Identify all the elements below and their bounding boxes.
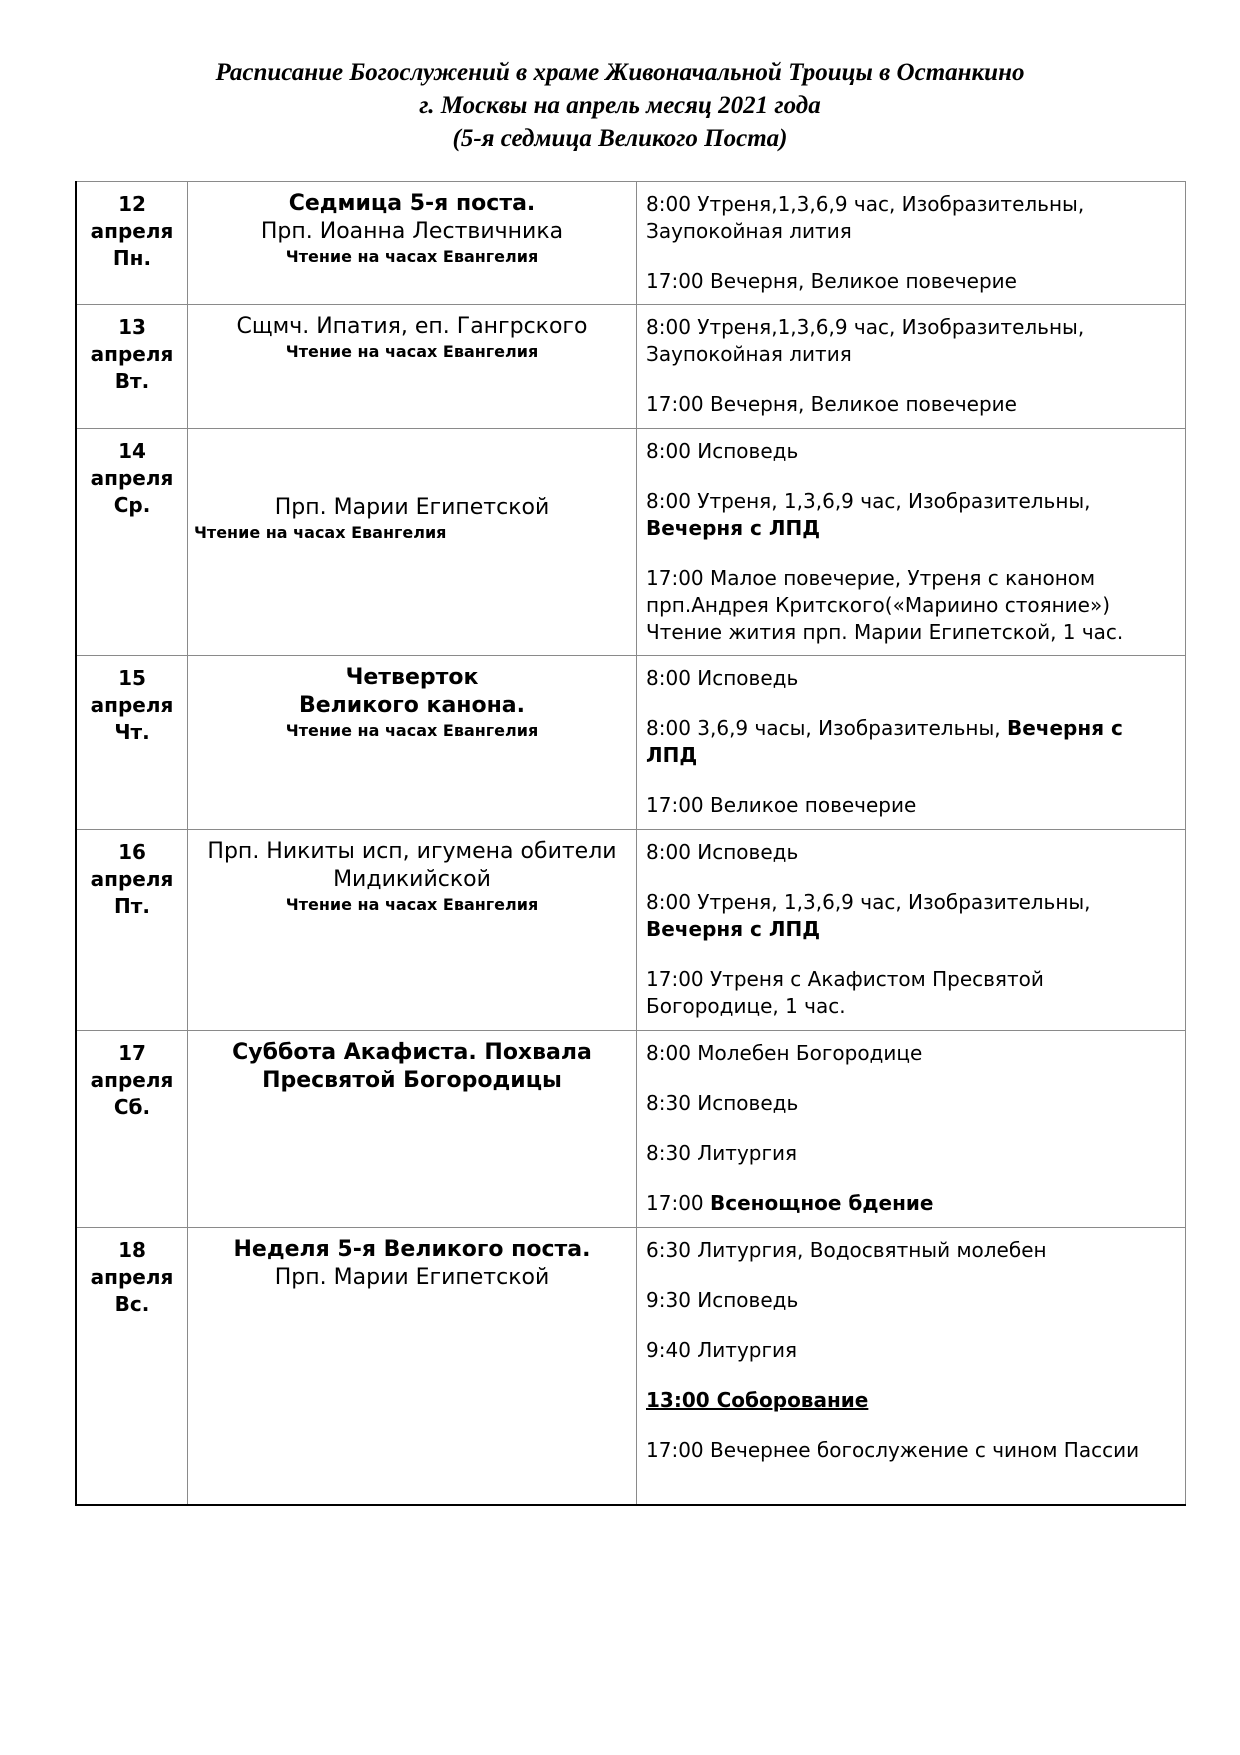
schedule-table [75,181,1186,1506]
date-cell [76,182,188,305]
service-item: 8:00 Исповедь [646,439,799,463]
feast-title: Суббота Акафиста. Похвала Пресвятой Богородицы [232,1040,592,1093]
service-item: 17:00 Всенощное бдение [646,1191,934,1215]
table-row [76,182,1186,305]
day-number: 17 [118,1041,146,1065]
weekday: Ср. [113,493,151,517]
service-item: 17:00 Вечернее богослужение с чином Пассии [646,1438,1140,1462]
service-item: 8:30 Литургия [646,1141,798,1165]
day-number: 16 [118,840,146,864]
services-cell [637,1228,1186,1505]
table-row [76,429,1186,656]
reading-note: Чтение на часах Евангелия [285,721,539,740]
feast-title-line-2: Великого канона. [298,693,526,718]
feast-saint: Прп. Марии Египетской [274,1265,550,1290]
service-item: 8:00 Молебен Богородице [646,1041,923,1065]
month: апреля [90,867,174,891]
weekday: Пн. [112,246,152,270]
month: апреля [90,219,174,243]
service-item: 8:00 Исповедь [646,840,799,864]
service-item: 8:00 3,6,9 часы, Изобразительны, Вечерня с ЛПД [646,716,1123,767]
feast-cell [188,1228,637,1505]
date-cell [76,429,188,656]
page-title [0,56,1240,155]
table-row [76,830,1186,1031]
month: апреля [90,1265,174,1289]
weekday: Вс. [114,1292,150,1316]
service-item: 8:00 Утреня,1,3,6,9 час, Изобразительны, Заупокойная лития [646,315,1085,366]
day-number: 18 [118,1238,146,1262]
service-item: 8:30 Исповедь [646,1091,799,1115]
feast-cell [188,1031,637,1228]
service-item: 17:00 Малое повечерие, Утреня с каноном прп.Андрея Критского(«Мариино стояние») Чтение жития прп. Марии Египетской, 1 час. [646,566,1124,644]
month: апреля [90,1068,174,1092]
title-line-2: г. Москвы на апрель месяц 2021 года [419,92,821,119]
title-line-3: (5-я седмица Великого Поста) [452,125,788,152]
feast-title: Четверток [345,665,479,690]
service-item: 17:00 Великое повечерие [646,793,917,817]
service-item: 8:00 Утреня,1,3,6,9 час, Изобразительны, Заупокойная лития [646,192,1085,243]
services-cell [637,305,1186,429]
table-row [76,1031,1186,1228]
feast-saint: Прп. Никиты исп, игумена обители Мидикийской [207,839,617,892]
feast-saint: Сщмч. Ипатия, еп. Гангрского [236,314,588,339]
weekday: Пт. [114,894,150,918]
feast-title: Неделя 5-я Великого поста. [233,1237,591,1262]
feast-title: Седмица 5-я поста. [288,191,536,216]
table-row [76,305,1186,429]
month: апреля [90,342,174,366]
feast-cell [188,305,637,429]
month: апреля [90,693,174,717]
date-cell [76,305,188,429]
feast-cell [188,182,637,305]
service-item: 8:00 Утреня, 1,3,6,9 час, Изобразительны, Вечерня с ЛПД [646,890,1091,941]
day-number: 15 [118,666,146,690]
feast-saint: Прп. Иоанна Лествичника [260,219,564,244]
service-item: 17:00 Утреня с Акафистом Пресвятой Богородице, 1 час. [646,967,1044,1018]
service-item: 8:00 Исповедь [646,666,799,690]
reading-note: Чтение на часах Евангелия [194,523,447,542]
feast-cell [188,429,637,656]
feast-saint: Прп. Марии Египетской [274,495,550,520]
month: апреля [90,466,174,490]
reading-note: Чтение на часах Евангелия [285,342,539,361]
service-item: 9:40 Литургия [646,1338,798,1362]
date-cell [76,1228,188,1505]
service-item: 17:00 Вечерня, Великое повечерие [646,392,1017,416]
services-cell [637,182,1186,305]
service-item: 8:00 Утреня, 1,3,6,9 час, Изобразительны, Вечерня с ЛПД [646,489,1091,540]
services-cell [637,1031,1186,1228]
feast-cell [188,830,637,1031]
day-number: 14 [118,439,146,463]
day-number: 13 [118,315,146,339]
title-line-1: Расписание Богослужений в храме Живоначальной Троицы в Останкино [215,59,1025,86]
service-item: 17:00 Вечерня, Великое повечерие [646,269,1017,293]
date-cell [76,830,188,1031]
weekday: Чт. [114,720,150,744]
highlighted-service: 13:00 Соборование [646,1388,869,1412]
day-number: 12 [118,192,146,216]
service-item: 6:30 Литургия, Водосвятный молебен [646,1238,1047,1262]
service-item: 9:30 Исповедь [646,1288,799,1312]
weekday: Вт. [114,369,150,393]
table-row [76,656,1186,830]
reading-note: Чтение на часах Евангелия [285,895,539,914]
date-cell [76,656,188,830]
services-cell [637,429,1186,656]
reading-note: Чтение на часах Евангелия [285,247,539,266]
services-cell [637,830,1186,1031]
services-cell [637,656,1186,830]
service-item [646,1387,1179,1414]
date-cell [76,1031,188,1228]
weekday: Сб. [113,1095,151,1119]
table-row [76,1228,1186,1505]
feast-cell [188,656,637,830]
